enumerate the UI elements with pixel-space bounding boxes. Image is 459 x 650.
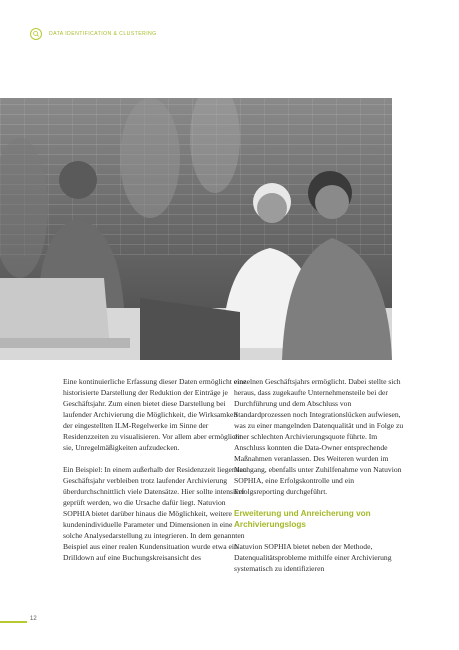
section-label: DATA IDENTIFICATION & CLUSTERING xyxy=(49,31,157,37)
subheading: Erweiterung und Anreicherung von Archivierungslogs xyxy=(234,509,371,529)
paragraph: einzelnen Geschäftsjahrs ermöglicht. Dabei stellte sich heraus, dass zugekaufte Unternehmensteile bei der Durchführung und dem Abschluss von Standardprozessen noch Integrationslücken aufwiesen, was zu einer mangelnden Datenqualität und in Folge zu einer schlechten Archivierungsquote führte. Im Anschluss konnten die Data-Owner entsprechende Maßnahmen veranlassen. Des Weiteren wurden im Nachgang, ebenfalls unter Zuhilfenahme von Natuvion SOPHIA, eine Erfolgskontrolle und ein Erfolgsreporting durchgeführt. xyxy=(234,377,404,496)
right-column xyxy=(234,376,404,585)
page-number: 12 xyxy=(30,616,37,622)
paragraph: Natuvion SOPHIA bietet neben der Methode, Datenqualitätsprobleme mithilfe einer Archivierung systematisch zu identifizieren xyxy=(234,542,392,573)
footer-accent-bar xyxy=(0,621,27,623)
left-column xyxy=(63,376,249,574)
paragraph: Ein Beispiel: In einem außerhalb der Residenzzeit liegenden Geschäftsjahr verbleiben trotz laufender Archivierung überdurchschnittlich viele Datensätze. Hier sollte intensiver geprüft werden, wo die Ursache dafür liegt. Natuvion SOPHIA bietet darüber hinaus die Möglichkeit, weitere kundenindividuelle Parameter und Dimensionen in eine solche Analysedarstellung zu integrieren. In dem genannten Beispiel aus einer realen Kundensituation wurde etwa ein Drilldown auf eine Buchungskreisansicht des xyxy=(63,465,247,562)
paragraph: Eine kontinuierliche Erfassung dieser Daten ermöglicht eine historisierte Darstellung der Reduktion der Einträge je Geschäftsjahr. Zum einen bietet diese Darstellung bei laufender Archivierung die Möglichkeit, die Wirksamkeit der eingestellten ILM-Regelwerke im Sinne der Residenzzeiten zu visualisieren. Vor allem aber ermöglicht sie, Unregelmäßigkeiten aufzudecken. xyxy=(63,377,247,452)
photo-people-laptops xyxy=(0,98,392,360)
section-header xyxy=(30,28,157,40)
search-icon xyxy=(30,28,42,40)
